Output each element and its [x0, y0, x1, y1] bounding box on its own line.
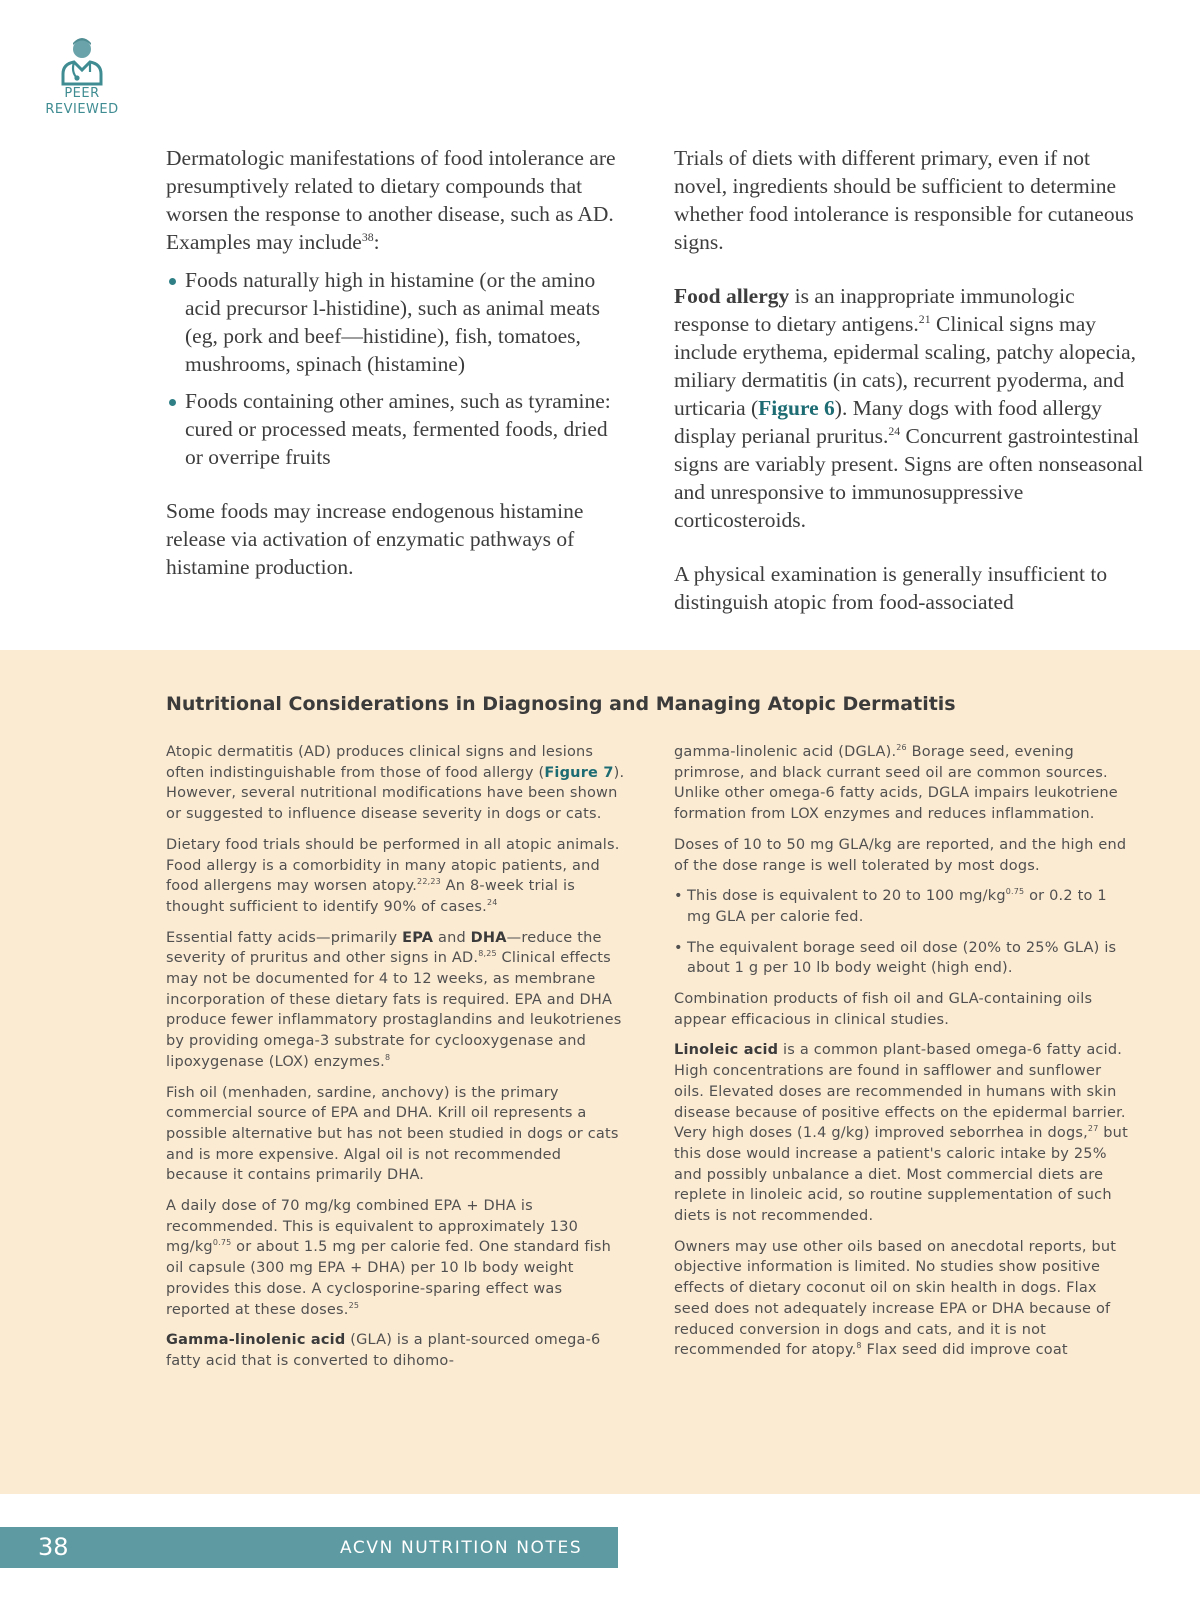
histamine-paragraph: Some foods may increase endogenous histamine release via activation of enzymatic pathways of histamine production. [166, 499, 584, 579]
dgla-paragraph: gamma-linolenic acid (DGLA).$^{26}$ Borage seed, evening primrose, and black currant seed oil are common sources. Unlike other omega-6 fatty acids, DGLA impairs leukotriene formation from LOX enzymes and reduces inflammation. [674, 743, 1118, 823]
food-trials-paragraph: Dietary food trials should be performed in all atopic animals. Food allergy is a comorbidity in many atopic patients, and food allergens may worsen atopy.$^{22,23}$ An 8-week trial is thought sufficient to identify 90% of cases.$^{24}$ [166, 836, 620, 915]
fish-oil-paragraph: Fish oil (menhaden, sardine, anchovy) is the primary commercial source of EPA and DHA. Krill oil represents a possible alternative but has not been studied in dogs or cats and is more expensive. Algal oil is not recommended because it contains primarily DHA. [166, 1084, 619, 1184]
list-item: Foods containing other amines, such as tyramine: cured or processed meats, fermented foods, dried or overripe fruits [166, 387, 616, 471]
other-oils-paragraph: Owners may use other oils based on anecdotal reports, but objective information is limited. No studies show positive effects of dietary coconut oil on skin health in dogs. Flax seed does not adequately increase EPA or DHA because of reduced conversion in dogs and cats, and it is not recommended for atopy.$^8$ Flax seed did improve coat [674, 1238, 1117, 1359]
intolerance-examples-list [166, 266, 616, 471]
publication-name: ACVN NUTRITION NOTES [340, 1538, 583, 1558]
sidebar-left-column [166, 742, 626, 1382]
page-footer [0, 1527, 618, 1568]
veterinarian-icon [57, 34, 107, 86]
page-number: 38 [38, 1533, 69, 1561]
list-item: Foods naturally high in histamine (or the amino acid precursor l-histidine), such as animal meats (eg, pork and beef—histidine), fish, tomatoes, mushrooms, spinach (histamine) [166, 266, 616, 378]
badge-line-2: REVIEWED [45, 102, 119, 117]
list-item: • The equivalent borage seed oil dose (20% to 25% GLA) is about 1 g per 10 lb body weight (high end). [674, 938, 1134, 979]
food-allergy-paragraph: Food allergy is an inappropriate immunologic response to dietary antigens.$^{21}$ Clinical signs may include erythema, epidermal scaling, patchy alopecia, miliary dermatitis (in cats), recurrent pyoderma, and urticaria (Figure 6). Many dogs with food allergy display perianal pruritus.$^{24}$ Concurrent gastrointestinal signs are variably present. Signs are often nonseasonal and unresponsive to immunosuppressive corticosteroids. [674, 284, 1144, 532]
gla-dose-list [674, 886, 1134, 979]
list-item: • This dose is equivalent to 20 to 100 $mg/kg^{0.75}$ or 0.2 to 1 mg GLA per calorie fed. [674, 886, 1134, 927]
sidebar-right-column [674, 742, 1134, 1371]
linoleic-paragraph: Linoleic acid is a common plant-based omega-6 fatty acid. High concentrations are found in safflower and sunflower oils. Elevated doses are recommended in humans with skin disease because of positive effects on the epidermal barrier. Very high doses (1.4 g/kg) improved seborrhea in dogs,$^{27}$ but this dose would increase a patient's caloric intake by 25% and possibly unbalance a diet. Most commercial diets are replete in linoleic acid, so routine supplementation of such diets is not recommended. [674, 1042, 1128, 1225]
badge-line-1: PEER [64, 86, 100, 101]
gla-dose-paragraph: Doses of 10 to 50 mg GLA/kg are reported, and the high end of the dose range is well tolerated by most dogs. [674, 836, 1127, 874]
intro-paragraph: Dermatologic manifestations of food intolerance are presumptively related to dietary compounds that worsen the response to another disease, such as AD. Examples may include$^{38}$: [166, 146, 616, 254]
figure-7-link[interactable]: Figure 7 [544, 764, 614, 781]
combination-paragraph: Combination products of fish oil and GLA-containing oils appear efficacious in clinical studies. [674, 991, 1093, 1028]
fatty-acids-paragraph: Essential fatty acids—primarily EPA and DHA—reduce the severity of pruritus and other signs in AD.$^{8,25}$ Clinical effects may not be documented for 4 to 12 weeks, as membrane incorporation of these dietary fats is required. EPA and DHA produce fewer inflammatory prostaglandins and leukotrienes by providing omega-3 substrate for cyclooxygenase and lipoxygenase (LOX) enzymes.$^8$ [166, 929, 622, 1070]
nutrition-sidebar-box [0, 650, 1200, 1494]
physical-exam-paragraph: A physical examination is generally insufficient to distinguish atopic from food-associated [674, 562, 1108, 614]
left-text-column [166, 144, 616, 581]
figure-6-link[interactable]: Figure 6 [758, 396, 835, 420]
diet-trials-paragraph: Trials of diets with different primary, even if not novel, ingredients should be sufficient to determine whether food intolerance is responsible for cutaneous signs. [674, 146, 1134, 254]
dose-paragraph: A daily dose of 70 mg/kg combined EPA + DHA is recommended. This is equivalent to approximately 130 $mg/kg^{0.75}$ or about 1.5 mg per calorie fed. One standard fish oil capsule (300 mg EPA + DHA) per 10 lb body weight provides this dose. A cyclosporine-sparing effect was reported at these doses.$^{25}$ [166, 1198, 612, 1318]
peer-reviewed-badge [38, 34, 126, 118]
right-text-column [674, 144, 1144, 616]
ad-paragraph: Atopic dermatitis (AD) produces clinical signs and lesions often indistinguishable from those of food allergy (Figure 7). However, several nutritional modifications have been shown or suggested to influence disease severity in dogs or cats. [166, 744, 625, 823]
sidebar-title: Nutritional Considerations in Diagnosing and Managing Atopic Dermatitis [166, 693, 956, 715]
gla-paragraph: Gamma-linolenic acid (GLA) is a plant-sourced omega-6 fatty acid that is converted to dihomo- [166, 1332, 601, 1369]
